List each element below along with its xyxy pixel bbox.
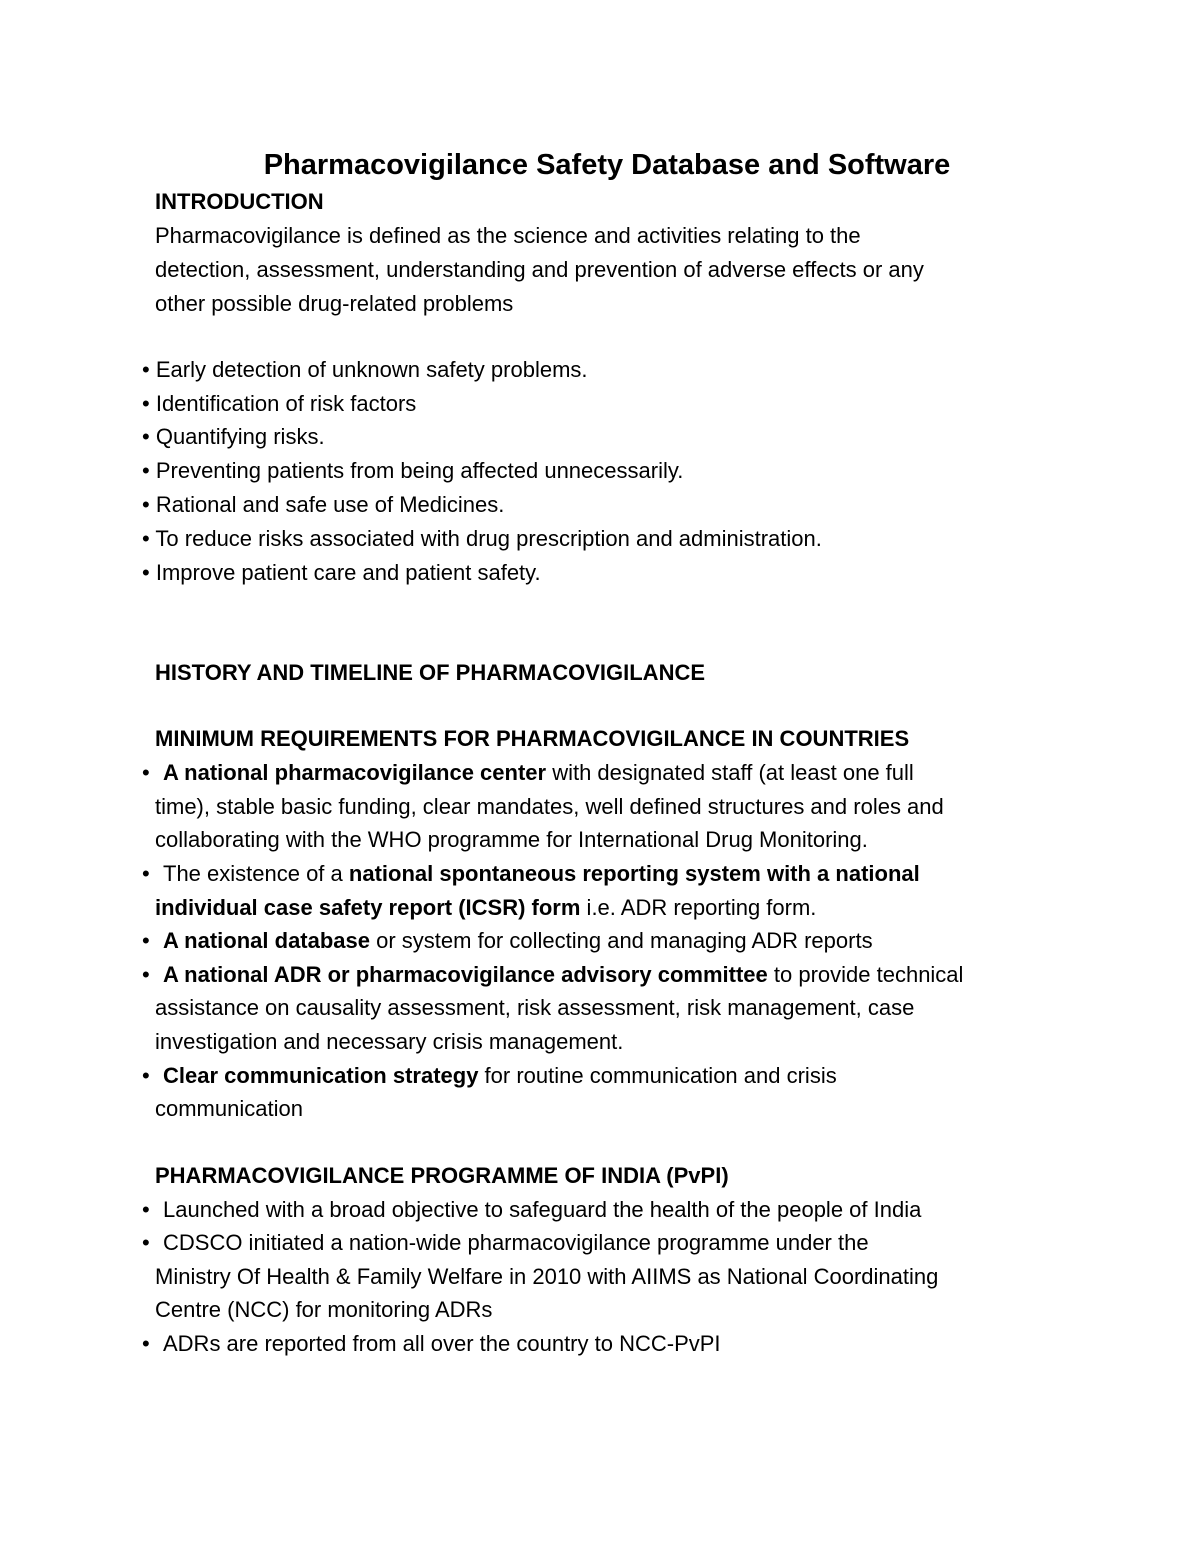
intro-bullet-item: • To reduce risks associated with drug prescription and administration.	[142, 526, 822, 551]
pvpi-heading: PHARMACOVIGILANCE PROGRAMME OF INDIA (PvPI)	[155, 1163, 729, 1188]
minreq-bullet-line: A national database or system for collecting and managing ADR reports	[163, 928, 873, 953]
bullet-icon: •	[142, 861, 150, 886]
minreq-heading: MINIMUM REQUIREMENTS FOR PHARMACOVIGILANCE IN COUNTRIES	[155, 726, 910, 751]
pvpi-bullet-line: Ministry Of Health & Family Welfare in 2010 with AIIMS as National Coordinating	[155, 1264, 939, 1289]
bullet-icon: •	[142, 962, 150, 987]
minreq-bullet-line: individual case safety report (ICSR) form i.e. ADR reporting form.	[155, 895, 817, 920]
history-heading: HISTORY AND TIMELINE OF PHARMACOVIGILANCE	[155, 660, 706, 685]
intro-para-line: other possible drug-related problems	[155, 291, 514, 316]
intro-para-line: detection, assessment, understanding and prevention of adverse effects or any	[155, 257, 924, 282]
minreq-bullet-line: time), stable basic funding, clear mandates, well defined structures and roles and	[155, 794, 944, 819]
bullet-icon: •	[142, 526, 150, 551]
intro-bullet-item: • Early detection of unknown safety problems.	[142, 357, 588, 382]
intro-bullet-item: • Identification of risk factors	[142, 391, 417, 416]
bullet-icon: •	[142, 424, 150, 449]
bullet-icon: •	[142, 1230, 150, 1255]
minreq-bullet-line: assistance on causality assessment, risk assessment, risk management, case	[155, 995, 915, 1020]
intro-bullet-item: • Rational and safe use of Medicines.	[142, 492, 505, 517]
bullet-icon: •	[142, 928, 150, 953]
minreq-bullet-line: A national ADR or pharmacovigilance advisory committee to provide technical	[163, 962, 964, 987]
bullet-icon: •	[142, 357, 150, 382]
minreq-bullet-line: The existence of a national spontaneous reporting system with a national	[163, 861, 920, 886]
pvpi-bullet-line: ADRs are reported from all over the country to NCC-PvPI	[163, 1331, 721, 1356]
bullet-icon: •	[142, 1063, 150, 1088]
minreq-bullet-line: communication	[155, 1096, 303, 1121]
intro-bullet-item: • Improve patient care and patient safety.	[142, 560, 541, 585]
bullet-icon: •	[142, 458, 150, 483]
minreq-bullet-line: A national pharmacovigilance center with designated staff (at least one full	[163, 760, 914, 785]
intro-heading: INTRODUCTION	[155, 189, 324, 214]
bullet-icon: •	[142, 1331, 150, 1356]
minreq-bullet-line: investigation and necessary crisis management.	[155, 1029, 624, 1054]
bullet-icon: •	[142, 492, 150, 517]
bullet-icon: •	[142, 1197, 150, 1222]
intro-para-line: Pharmacovigilance is defined as the science and activities relating to the	[155, 223, 861, 248]
bullet-icon: •	[142, 760, 150, 785]
minreq-bullet-line: Clear communication strategy for routine communication and crisis	[163, 1063, 837, 1088]
intro-bullet-item: • Quantifying risks.	[142, 424, 325, 449]
bullet-icon: •	[142, 560, 150, 585]
intro-bullet-item: • Preventing patients from being affected unnecessarily.	[142, 458, 684, 483]
pvpi-bullet-line: CDSCO initiated a nation-wide pharmacovigilance programme under the	[163, 1230, 869, 1255]
bullet-icon: •	[142, 391, 150, 416]
pvpi-bullet-line: Launched with a broad objective to safeguard the health of the people of India	[163, 1197, 922, 1222]
pvpi-bullet-line: Centre (NCC) for monitoring ADRs	[155, 1297, 493, 1322]
minreq-bullet-line: collaborating with the WHO programme for International Drug Monitoring.	[155, 827, 868, 852]
page-title: Pharmacovigilance Safety Database and Software	[263, 149, 951, 181]
